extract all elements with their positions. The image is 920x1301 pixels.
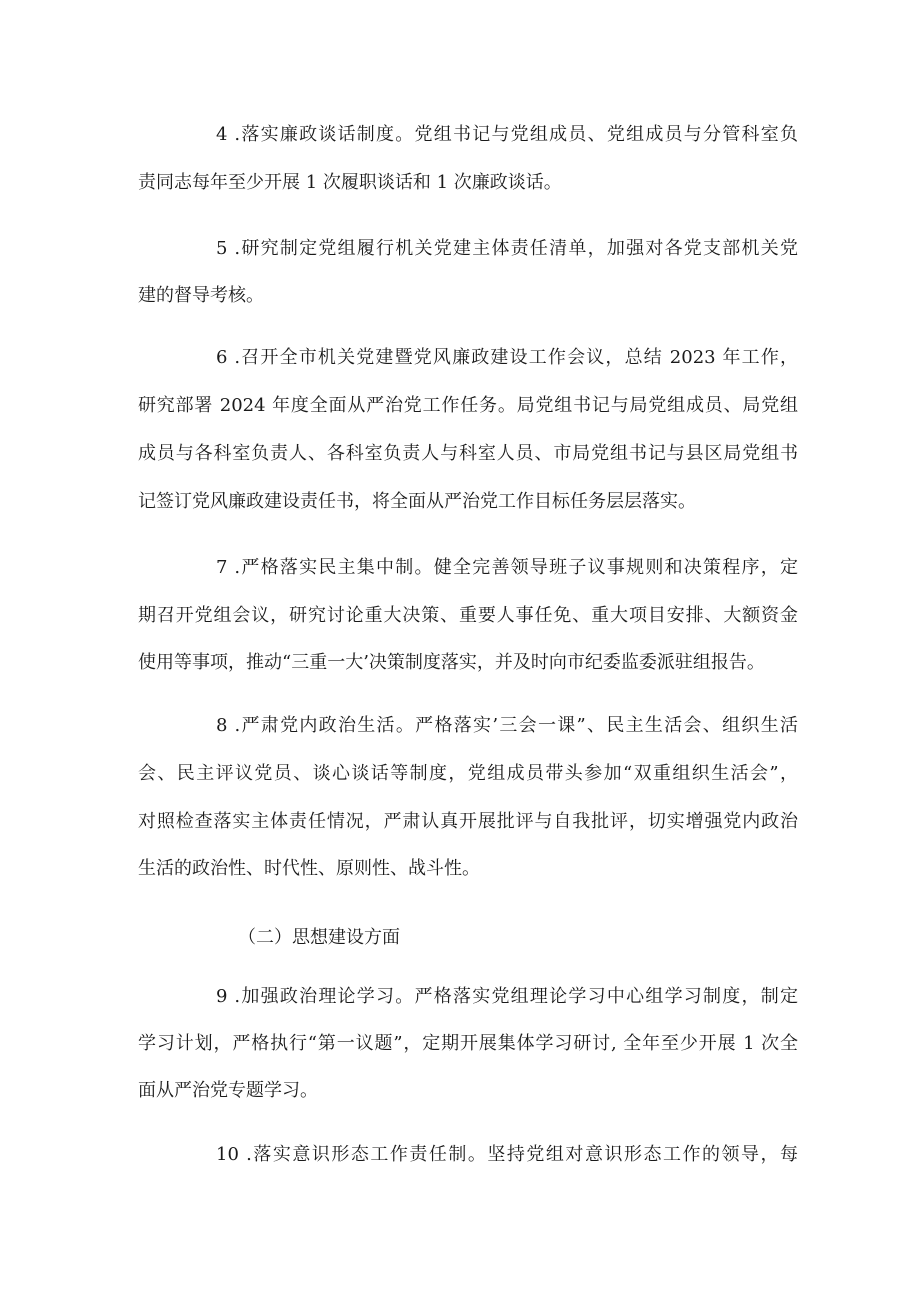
paragraph-6-line-2: 研究部署 2024 年度全面从严治党工作任务。局党组书记与局党组成员、局党组 (138, 395, 798, 416)
paragraph-6-line-4: 记签订党风廉政建设责任书，将全面从严治党工作目标任务层层落实。 (138, 491, 696, 512)
paragraph-8-line-2: 会、民主评议党员、谈心谈话等制度，党组成员带头参加“双重组织生活会”， (138, 763, 798, 784)
paragraph-4-line-1: 4 .落实廉政谈话制度。党组书记与党组成员、党组成员与分管科室负 (216, 124, 798, 145)
paragraph-6-line-1: 6 .召开全市机关党建暨党风廉政建设工作会议，总结 2023 年工作， (216, 347, 798, 368)
paragraph-5-line-1: 5 .研究制定党组履行机关党建主体责任清单，加强对各党支部机关党 (216, 238, 798, 259)
paragraph-7-line-3: 使用等事项，推动“三重一大’决策制度落实，并及时向市纪委监委派驻组报告。 (138, 652, 765, 673)
paragraph-6-line-3: 成员与各科室负责人、各科室负责人与科室人员、市局党组书记与县区局党组书 (138, 443, 798, 464)
paragraph-5-line-2: 建的督导考核。 (138, 285, 264, 306)
paragraph-9-line-2: 学习计划，严格执行“第一议题”，定期开展集体学习研讨, 全年至少开展 1 次全 (138, 1033, 798, 1054)
paragraph-8-line-4: 生活的政治性、时代性、原则性、战斗性。 (138, 858, 480, 879)
paragraph-7-line-2: 期召开党组会议，研究讨论重大决策、重要人事任免、重大项目安排、大额资金 (138, 605, 798, 626)
paragraph-8-line-1: 8 .严肃党内政治生活。严格落实’三会一课”、民主生活会、组织生活 (216, 715, 798, 736)
paragraph-9-line-3: 面从严治党专题学习。 (138, 1080, 318, 1101)
section-heading: （二）思想建设方面 (238, 927, 400, 948)
paragraph-9-line-1: 9 .加强政治理论学习。严格落实党组理论学习中心组学习制度，制定 (216, 986, 798, 1007)
paragraph-7-line-1: 7 .严格落实民主集中制。健全完善领导班子议事规则和决策程序，定 (216, 557, 798, 578)
paragraph-10-line-1: 10 .落实意识形态工作责任制。坚持党组对意识形态工作的领导，每 (216, 1144, 798, 1165)
paragraph-4-line-2: 责同志每年至少开展 1 次履职谈话和 1 次廉政谈话。 (138, 172, 562, 193)
paragraph-8-line-3: 对照检查落实主体责任情况，严肃认真开展批评与自我批评，切实增强党内政治 (138, 811, 798, 832)
